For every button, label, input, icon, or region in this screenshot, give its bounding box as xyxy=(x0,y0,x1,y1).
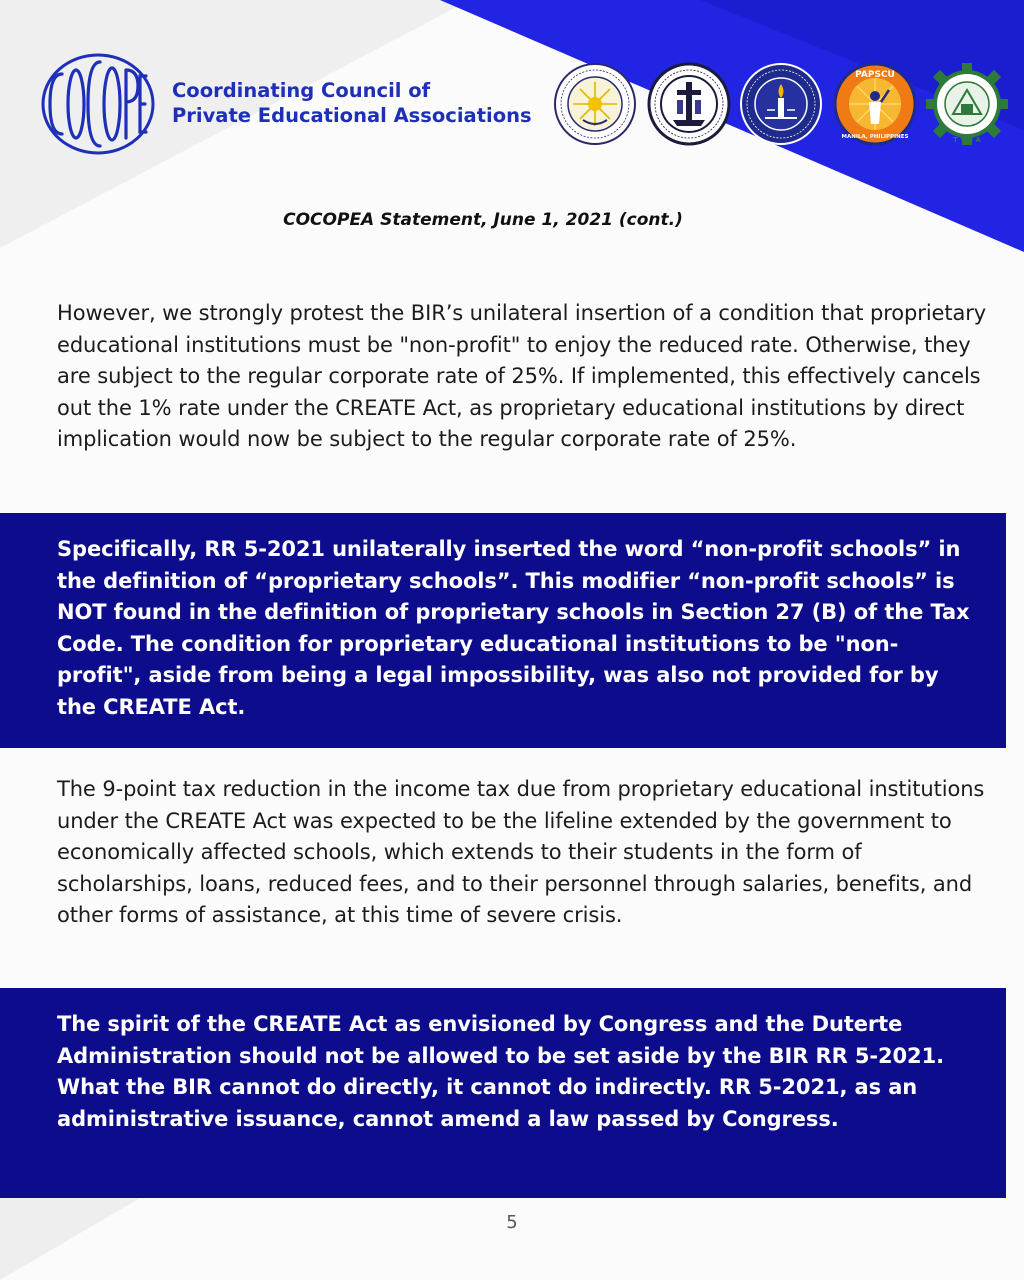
paccu-logo xyxy=(553,62,637,146)
header xyxy=(0,0,1024,270)
tvsa-letters: T V S A xyxy=(953,136,981,144)
member-logos xyxy=(553,62,1011,146)
paragraph-1: However, we strongly protest the BIR’s unilateral insertion of a condition that proprietary educational institutions must be "non-profit" to enjoy the reduced rate. Otherwise, they are subject to the regular corporate rate of 25%. If implemented, this effectively cancels out the 1% rate under the CREATE Act, as proprietary educational institutions by direct implication would now be subject to the regular corporate rate of 25%. xyxy=(57,301,987,452)
ceap-logo xyxy=(647,62,731,146)
tvsa-logo xyxy=(925,62,1009,146)
highlight-band-2 xyxy=(0,988,1006,1198)
papscu-logo xyxy=(833,62,917,146)
paragraph-2: Specifically, RR 5-2021 unilaterally inserted the word “non-profit schools” in the definition of “proprietary schools”. This modifier “non-profit schools” is NOT found in the definition of proprietary schools in Section 27 (B) of the Tax Code. The condition for proprietary educational institutions to be "non-profit", aside from being a legal impossibility, was also not provided for by the CREATE Act. xyxy=(57,537,970,719)
statement-title: COCOPEA Statement, June 1, 2021 (cont.) xyxy=(283,210,683,230)
paragraph-3: The 9-point tax reduction in the income tax due from proprietary educational institutions under the CREATE Act was expected to be the lifeline extended by the government to economically affected schools, which extends to their students in the form of scholarships, loans, reduced fees, and to their personnel through salaries, benefits, and other forms of assistance, at this time of severe crisis. xyxy=(57,777,985,928)
org-name-line1: Coordinating Council of xyxy=(172,79,431,102)
paragraph-4: The spirit of the CREATE Act as envisioned by Congress and the Duterte Administration should not be allowed to be set aside by the BIR RR 5-2021. What the BIR cannot do directly, it cannot do indirectly. RR 5-2021, as an administrative issuance, cannot amend a law passed by Congress. xyxy=(57,1012,944,1131)
papscu-top-text: PAPSCU xyxy=(855,70,895,80)
highlight-band-1 xyxy=(0,513,1006,748)
org-name-line2: Private Educational Associations xyxy=(172,104,532,127)
org-name xyxy=(172,78,532,128)
acscu-logo xyxy=(739,62,823,146)
papscu-bottom-text: MANILA, PHILIPPINES xyxy=(841,134,909,140)
cocopea-logo xyxy=(40,52,156,156)
page-number: 5 xyxy=(506,1212,518,1233)
